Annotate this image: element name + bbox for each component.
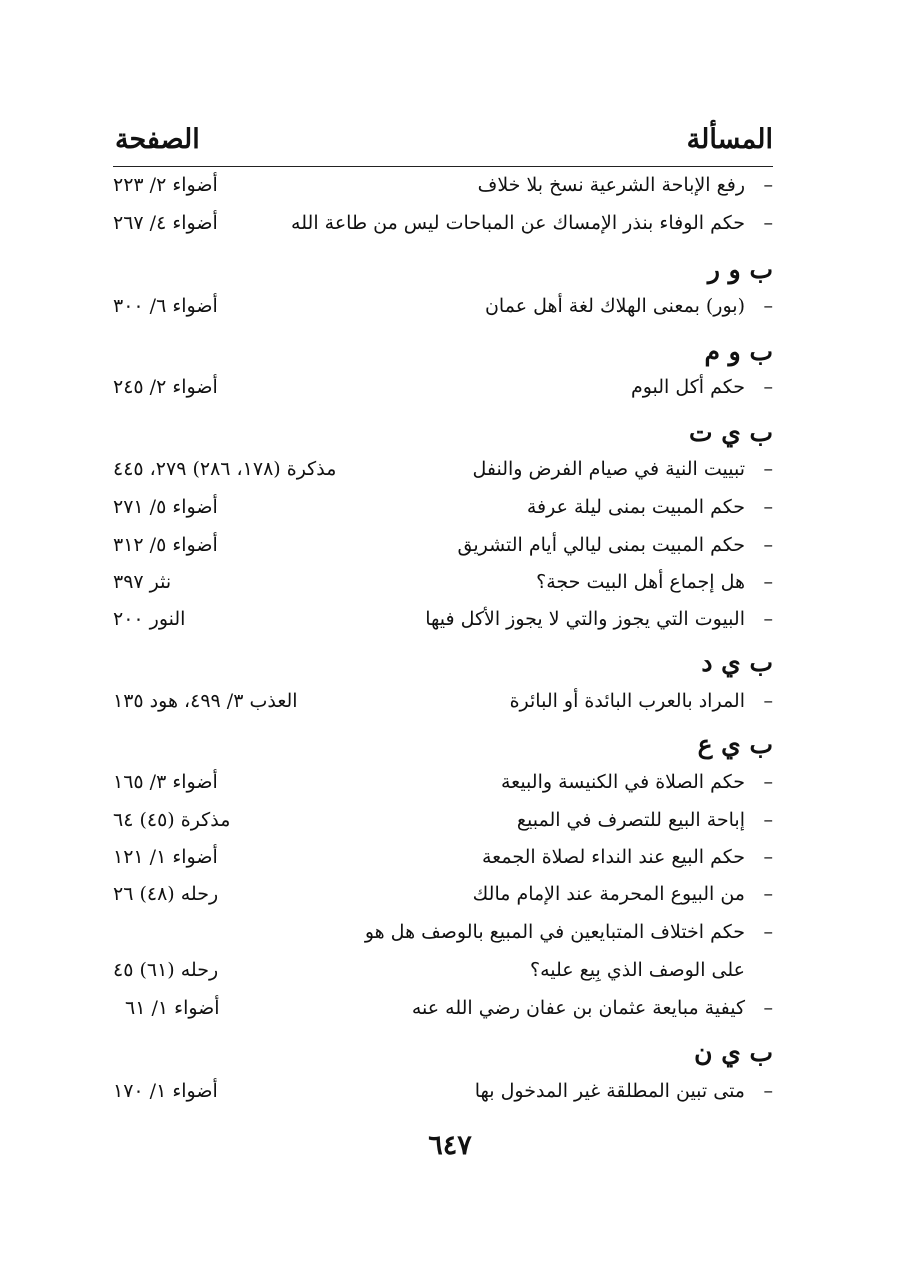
entry-reference: رحله (٦١) ٤٥ — [113, 959, 219, 981]
entry-reference: أضواء ٦/ ٣٠٠ — [113, 295, 218, 317]
entry-question: متى تبين المطلقة غير المدخول بها — [474, 1080, 745, 1102]
entry-dash: – — [763, 809, 773, 831]
entry-dash: – — [763, 997, 773, 1019]
page-number: ٦٤٧ — [428, 1130, 472, 1161]
section-heading: ب و م — [704, 337, 773, 366]
entry-dash: – — [763, 771, 773, 793]
entry-question: المراد بالعرب البائدة أو البائرة — [509, 690, 745, 712]
entry-question: رفع الإباحة الشرعية نسخ بلا خلاف — [477, 174, 745, 196]
entry-question: (بور) بمعنى الهلاك لغة أهل عمان — [484, 295, 745, 317]
entry-reference: أضواء ٥/ ٣١٢ — [113, 534, 218, 556]
entry-dash: – — [763, 921, 773, 943]
entry-question: هل إجماع أهل البيت حجة؟ — [536, 571, 745, 593]
index-entry — [113, 167, 773, 203]
section-heading: ب و ر — [707, 255, 773, 284]
entry-reference: أضواء ١/ ٦١ — [125, 997, 220, 1019]
index-entry — [113, 764, 773, 800]
header-page-label: الصفحة — [115, 124, 200, 155]
section-heading: ب ي د — [701, 648, 773, 677]
entry-question: تبييت النية في صيام الفرض والنفل — [472, 458, 745, 480]
entry-dash: – — [763, 458, 773, 480]
entry-dash: – — [763, 846, 773, 868]
index-entry — [113, 205, 773, 241]
index-entry — [113, 489, 773, 525]
entry-question: كيفية مبايعة عثمان بن عفان رضي الله عنه — [411, 997, 745, 1019]
entry-question: إباحة البيع للتصرف في المبيع — [516, 809, 745, 831]
entry-dash: – — [763, 212, 773, 234]
index-entry — [113, 288, 773, 324]
index-entry — [113, 451, 773, 487]
entry-question: حكم المبيت بمنى ليلة عرفة — [526, 496, 745, 518]
entry-dash: – — [763, 608, 773, 630]
entry-question: من البيوع المحرمة عند الإمام مالك — [472, 883, 745, 905]
entry-reference: العذب ٣/ ٤٩٩، هود ١٣٥ — [113, 690, 298, 712]
entry-question: البيوت التي يجوز والتي لا يجوز الأكل فيها — [425, 608, 745, 630]
index-entry — [113, 876, 773, 912]
entry-reference: أضواء ١/ ١٧٠ — [113, 1080, 218, 1102]
entry-reference: رحله (٤٨) ٢٦ — [113, 883, 219, 905]
index-entry — [113, 990, 773, 1026]
entry-reference: أضواء ٤/ ٢٦٧ — [113, 212, 218, 234]
index-entry — [113, 601, 773, 637]
entry-question: حكم البيع عند النداء لصلاة الجمعة — [482, 846, 745, 868]
entry-question: حكم الصلاة في الكنيسة والبيعة — [500, 771, 745, 793]
index-entry-continuation — [113, 952, 773, 988]
entry-dash: – — [763, 534, 773, 556]
entry-reference: أضواء ٢/ ٢٤٥ — [113, 376, 218, 398]
index-entry — [113, 1073, 773, 1109]
entry-question: حكم أكل البوم — [630, 376, 745, 398]
header-issue-label: المسألة — [686, 124, 773, 155]
entry-reference: النور ٢٠٠ — [113, 608, 186, 630]
entry-reference: أضواء ٥/ ٢٧١ — [113, 496, 218, 518]
section-heading: ب ي ت — [688, 418, 773, 447]
entry-reference: أضواء ٣/ ١٦٥ — [113, 771, 218, 793]
index-entry — [113, 839, 773, 875]
entry-dash: – — [763, 174, 773, 196]
entry-dash: – — [763, 1080, 773, 1102]
entry-reference: أضواء ١/ ١٢١ — [113, 846, 218, 868]
entry-dash: – — [763, 571, 773, 593]
entry-dash: – — [763, 883, 773, 905]
index-entry — [113, 683, 773, 719]
entry-reference: مذكرة (١٧٨، ٢٨٦) ٢٧٩، ٤٤٥ — [113, 458, 337, 480]
section-heading: ب ي ن — [694, 1038, 773, 1067]
index-entry — [113, 527, 773, 563]
entry-question: حكم الوفاء بنذر الإمساك عن المباحات ليس من طاعة الله — [291, 212, 745, 234]
entry-reference: أضواء ٢/ ٢٢٣ — [113, 174, 218, 196]
entry-question: على الوصف الذي بِيع عليه؟ — [530, 959, 745, 981]
index-entry — [113, 802, 773, 838]
index-entry — [113, 369, 773, 405]
entry-reference: نثر ٣٩٧ — [113, 571, 172, 593]
entry-dash: – — [763, 376, 773, 398]
index-entry — [113, 564, 773, 600]
index-entry — [113, 914, 773, 950]
entry-question: حكم اختلاف المتبايعين في المبيع بالوصف هل هو — [364, 921, 745, 943]
entry-dash: – — [763, 690, 773, 712]
entry-question: حكم المبيت بمنى ليالي أيام التشريق — [457, 534, 745, 556]
section-heading: ب ي ع — [697, 730, 773, 759]
entry-dash: – — [763, 496, 773, 518]
entry-dash: – — [763, 295, 773, 317]
entry-reference: مذكرة (٤٥) ٦٤ — [113, 809, 231, 831]
